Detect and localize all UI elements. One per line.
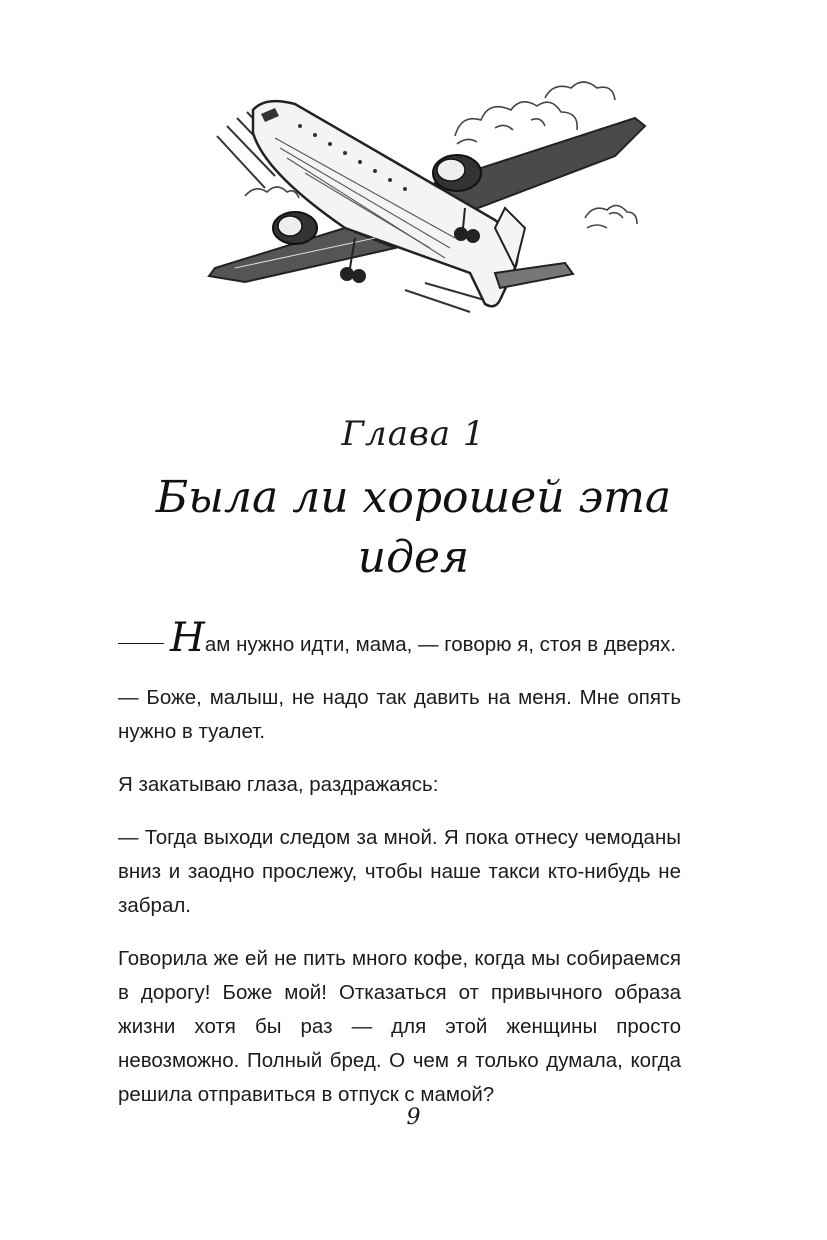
page-number: 9	[406, 1105, 421, 1130]
paragraph-text: ам нужно идти, мама, — говорю я, стоя в дверях.	[204, 633, 677, 656]
dialogue-dash	[118, 643, 164, 644]
paragraph: — Боже, малыш, не надо так давить на меня. Мне опять нужно в туалет.	[118, 686, 681, 743]
paragraph	[118, 615, 681, 662]
drop-cap: Н	[170, 615, 205, 661]
chapter-label: Глава 1	[341, 414, 486, 454]
paragraph: — Тогда выходи следом за мной. Я пока отнесу чемоданы вниз и заодно прослежу, чтобы наше такси кто-нибудь не забрал.	[118, 826, 681, 917]
chapter-body	[118, 615, 681, 1131]
paragraph: Говорила же ей не пить много кофе, когда мы собираемся в дорогу! Боже мой! Отказаться от привычного образа жизни хотя бы раз — для этой женщины просто невозможно. Полный бред. О чем я только думала, когда решила отправиться в отпуск с мамой?	[118, 947, 681, 1106]
airplane-icon	[195, 78, 655, 323]
paragraph: Я закатываю глаза, раздражаясь:	[118, 773, 439, 796]
chapter-title: Была ли хорошей эта идея	[155, 472, 672, 583]
chapter-illustration	[195, 78, 655, 323]
